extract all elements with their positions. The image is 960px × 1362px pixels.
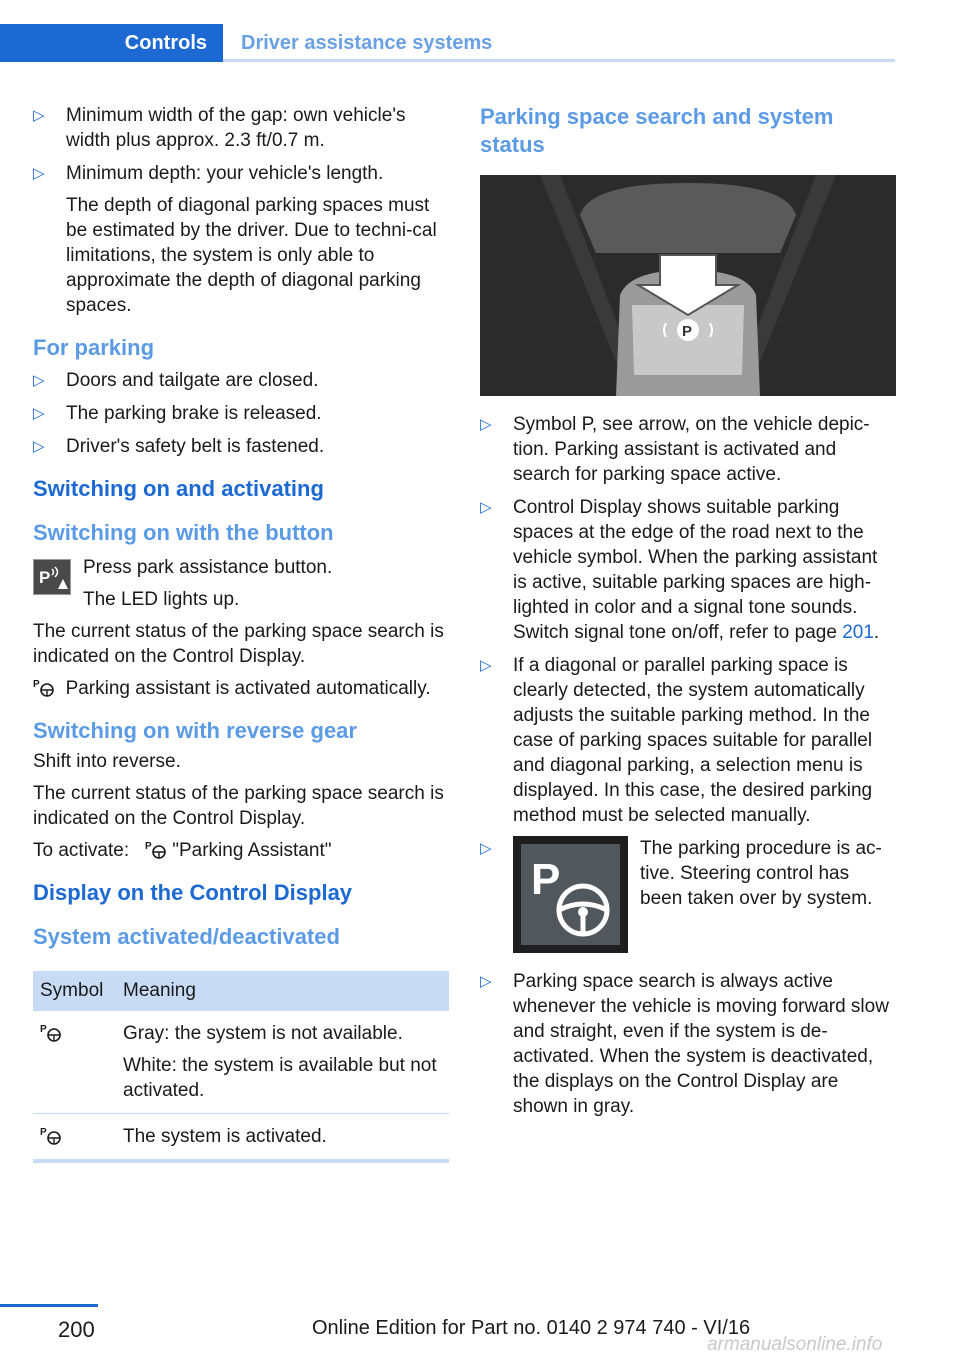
page-header	[0, 24, 960, 62]
bullet-icon: ▷	[33, 372, 45, 389]
list-item	[33, 368, 449, 393]
svg-text:P: P	[33, 679, 40, 690]
footer-rule	[0, 1304, 98, 1307]
bullet-icon: ▷	[33, 165, 45, 182]
reverse-status-text: The current status of the parking space search is indicated on the Control Display.	[33, 783, 444, 829]
meaning-white: White: the system is available but not activated.	[123, 1055, 437, 1101]
list-item	[33, 103, 449, 153]
list-item	[480, 412, 896, 487]
svg-text:P: P	[531, 855, 561, 904]
list-item	[480, 836, 896, 961]
parking-assistant-icon	[33, 676, 55, 698]
right-column	[480, 103, 896, 1127]
park-button-row	[33, 555, 449, 619]
list-item-text: Minimum width of the gap: own vehicle's width plus approx. 2.3 ft/0.7 m.	[66, 105, 406, 151]
list-item-detail: The depth of diagonal parking spaces must be estimated by the driver. Due to techni‐cal limitations, the system is only able to approximate the depth of diagonal parking spaces.	[66, 195, 437, 316]
bullet-icon: ▷	[480, 657, 492, 674]
watermark: armanualsonline.info	[707, 1334, 883, 1355]
symbol-cell	[33, 1114, 116, 1162]
svg-text:P: P	[40, 1024, 47, 1035]
reverse-instruction: Shift into reverse.	[33, 751, 181, 772]
bullet-icon: ▷	[33, 107, 45, 124]
svg-text:P: P	[39, 568, 51, 587]
park-assist-button-icon	[33, 559, 71, 595]
symbol-cell	[33, 1011, 116, 1114]
table-row	[33, 1011, 449, 1114]
heading-system-status: System activated/deactivated	[33, 924, 340, 949]
activate-menu-label: "Parking Assistant"	[172, 840, 332, 861]
svg-text:P: P	[144, 841, 152, 852]
list-item-text: Doors and tailgate are closed.	[66, 370, 319, 391]
control-display-screenshot	[480, 175, 896, 396]
list-item-text: The parking brake is released.	[66, 403, 322, 424]
button-led-text: The LED lights up.	[83, 589, 240, 610]
header-divider	[223, 59, 895, 62]
table-row	[33, 1114, 449, 1162]
column-header-symbol: Symbol	[33, 971, 116, 1011]
control-display-text: Control Display shows suitable parking spaces at the edge of the road next to the vehicle symbol. When the parking assistant is active, suitable parking spaces are high‐lighted in color and a signal tone sounds. Switch signal tone on/off, refer to page	[513, 497, 878, 643]
sentence-end: .	[873, 622, 880, 643]
activate-prefix: To activate:	[33, 840, 130, 861]
list-item	[480, 653, 896, 828]
list-item-text: Driver's safety belt is fastened.	[66, 436, 325, 457]
section-tab[interactable]: Controls	[0, 24, 223, 62]
list-item	[480, 495, 896, 645]
parking-assistant-icon	[145, 838, 167, 860]
bullet-icon: ▷	[480, 499, 492, 516]
status-text: The current status of the parking space search is indicated on the Control Display.	[33, 621, 444, 667]
symbol-table	[33, 971, 449, 1163]
meaning-cell	[116, 1011, 449, 1114]
list-item-text: If a diagonal or parallel parking space is clearly detected, the system automatically adjusts the suitable parking method. In the case of parking spaces suitable for parallel and diagonal parking, a selection menu is displayed. In this case, the desired parking method must be selected manually.	[513, 655, 873, 826]
page-number: 200	[58, 1317, 95, 1342]
heading-for-parking: For parking	[33, 335, 155, 360]
svg-text:P: P	[40, 1127, 47, 1138]
left-column	[33, 103, 449, 1163]
column-header-meaning: Meaning	[116, 971, 449, 1011]
meaning-gray: Gray: the system is not available.	[123, 1023, 403, 1044]
steering-control-icon	[513, 836, 628, 953]
bullet-icon: ▷	[480, 973, 492, 990]
list-item	[33, 161, 449, 318]
chapter-tab[interactable]: Driver assistance systems	[241, 32, 493, 54]
page-reference-link[interactable]: 201	[842, 622, 874, 643]
bullet-icon: ▷	[480, 416, 492, 433]
list-item	[33, 401, 449, 426]
parking-assistant-gray-icon	[40, 1021, 62, 1043]
list-item	[33, 434, 449, 459]
parking-assistant-active-icon	[40, 1124, 62, 1146]
svg-text:P: P	[682, 323, 693, 340]
bullet-icon: ▷	[480, 840, 492, 857]
auto-activation-label: Parking assistant is activated automatically.	[65, 678, 431, 699]
activate-instruction	[33, 838, 449, 863]
heading-button: Switching on with the button	[33, 520, 334, 545]
heading-reverse-gear: Switching on with reverse gear	[33, 718, 357, 743]
auto-activation-text	[33, 676, 449, 701]
list-item-text: Minimum depth: your vehicle's length.	[66, 163, 384, 184]
button-instruction: Press park assistance button.	[83, 557, 333, 578]
bullet-icon: ▷	[33, 438, 45, 455]
heading-search-status: Parking space search and system status	[480, 104, 834, 157]
bullet-icon: ▷	[33, 405, 45, 422]
list-item-text: Symbol P, see arrow, on the vehicle depic‐tion. Parking assistant is activated and search for parking space active.	[513, 414, 870, 485]
list-item-text: Parking space search is always active whenever the vehicle is moving forward slow and straight, even if the system is de‐activated. When the system is deactivated, the displays on the Control Display are shown in gray.	[513, 971, 889, 1117]
heading-control-display: Display on the Control Display	[33, 880, 353, 905]
list-item-text	[513, 495, 896, 645]
procedure-text: The parking procedure is ac‐tive. Steering control has been taken over by system.	[640, 838, 882, 909]
edition-text: Online Edition for Part no. 0140 2 974 740 - VI/16	[312, 1317, 751, 1339]
heading-switching-on: Switching on and activating	[33, 476, 324, 501]
list-item	[480, 969, 896, 1119]
meaning-cell: The system is activated.	[116, 1114, 449, 1162]
